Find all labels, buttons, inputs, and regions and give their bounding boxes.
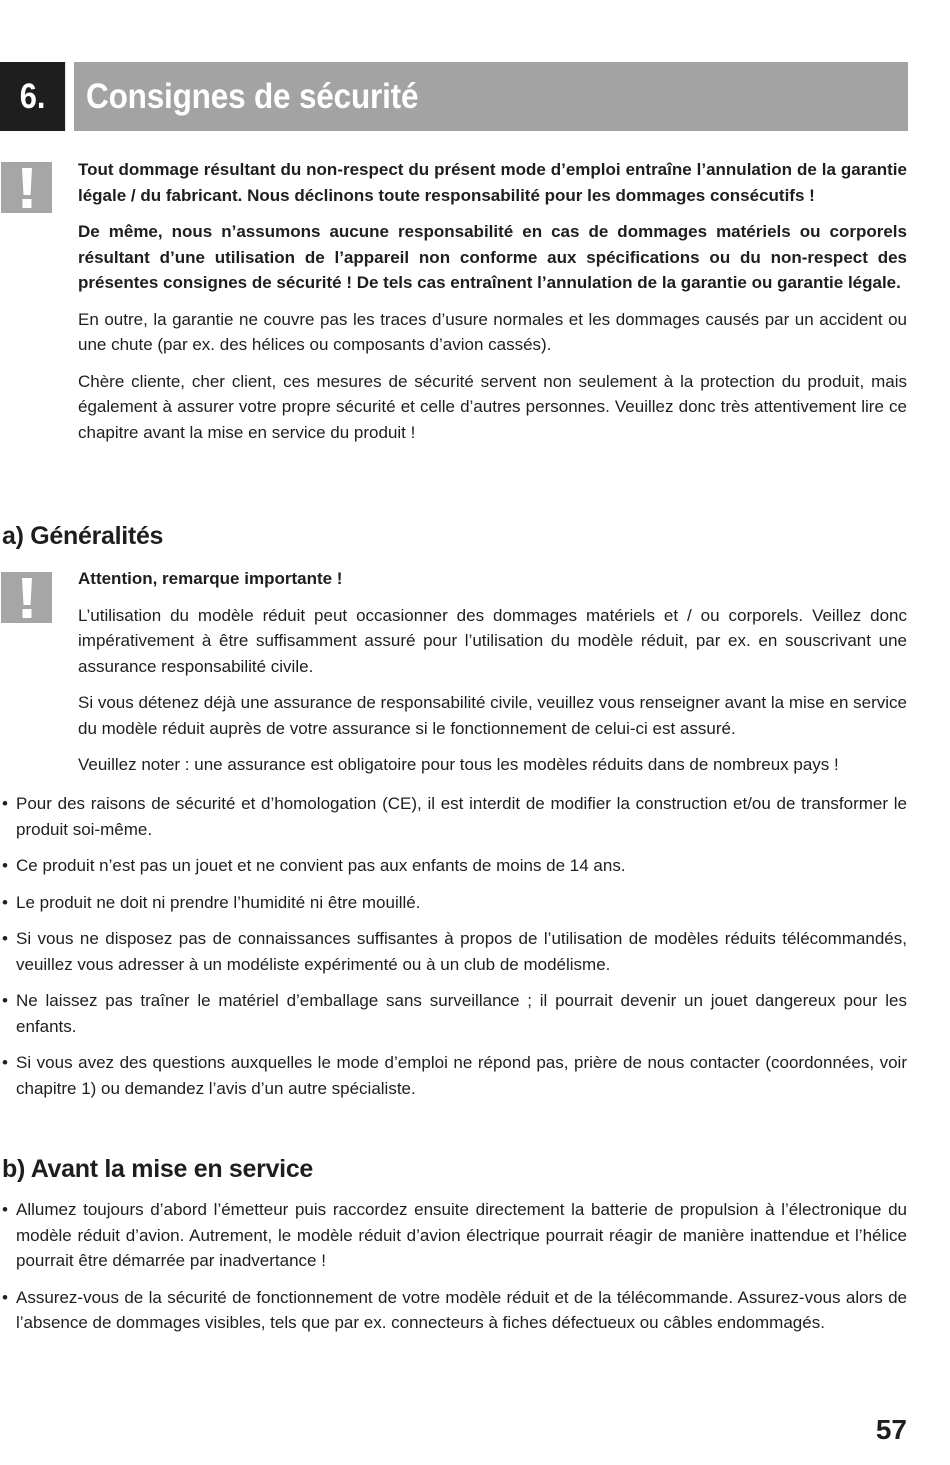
note-paragraph: Si vous détenez déjà une assurance de responsabilité civile, veuillez vous renseigner avant la mise en service du modèle réduit auprès de votre assurance si le fonctionnement de celui-ci est assuré.	[78, 693, 907, 738]
chapter-number: 6.	[0, 62, 65, 131]
intro-bold-paragraph: Tout dommage résultant du non-respect du présent mode d’emploi entraîne l’annulation de la garantie légale / du fabricant. Nous déclinons toute responsabilité pour les dommages consécutifs !	[78, 160, 907, 205]
section-b-heading: b) Avant la mise en service	[2, 1155, 314, 1183]
note-paragraph: L’utilisation du modèle réduit peut occasionner des dommages matériels et / ou corporels. Veillez donc impérativement à être suffisamment assuré pour l’utilisation du modèle réduit, par ex. en souscrivant une assurance responsabilité civile.	[78, 605, 907, 676]
list-item: • Assurez-vous de la sécurité de fonctionnement de votre modèle réduit et de la télécommande. Assurez-vous alors de l’absence de dommages visibles, tels que par ex. connecteurs à fiches défectueux ou câbles endommagés.	[2, 1285, 907, 1336]
list-item: • Le produit ne doit ni prendre l’humidité ni être mouillé.	[2, 890, 907, 916]
list-item: • Pour des raisons de sécurité et d’homologation (CE), il est interdit de modifier la construction et/ou de transformer le produit soi-même.	[2, 791, 907, 842]
list-item: • Si vous ne disposez pas de connaissances suffisantes à propos de l’utilisation de modèles réduits télécommandés, veuillez vous adresser à un modéliste expérimenté ou à un club de modélisme.	[2, 926, 907, 977]
chapter-title	[74, 62, 908, 131]
section-a-bullet-list	[2, 791, 907, 1101]
section-a-note	[78, 566, 907, 778]
section-b-bullet-list	[2, 1197, 907, 1336]
list-item: • Si vous avez des questions auxquelles le mode d’emploi ne répond pas, prière de nous contacter (coordonnées, voir chapitre 1) ou demandez l’avis d’un autre spécialiste.	[2, 1050, 907, 1101]
exclamation-icon	[20, 578, 34, 618]
intro-paragraph: Chère cliente, cher client, ces mesures de sécurité servent non seulement à la protection du produit, mais également à assurer votre propre sécurité et celle d’autres personnes. Veuillez donc très attentivement lire ce chapitre avant la mise en service du produit !	[78, 371, 907, 442]
intro-paragraph: En outre, la garantie ne couvre pas les traces d’usure normales et les dommages causés par un accident ou une chute (par ex. des hélices ou composants d’avion cassés).	[78, 309, 907, 354]
note-title: Attention, remarque importante !	[78, 569, 343, 588]
warning-exclamation-icon	[1, 572, 52, 623]
exclamation-icon	[20, 168, 34, 208]
list-item: • Ne laissez pas traîner le matériel d’emballage sans surveillance ; il pourrait devenir un jouet dangereux pour les enfants.	[2, 988, 907, 1039]
note-paragraph: Veuillez noter : une assurance est obligatoire pour tous les modèles réduits dans de nombreux pays !	[78, 755, 839, 774]
page-number: 57	[875, 1414, 907, 1445]
section-a-heading: a) Généralités	[2, 522, 164, 550]
list-item: • Ce produit n’est pas un jouet et ne convient pas aux enfants de moins de 14 ans.	[2, 853, 907, 879]
chapter-title-text: Consignes de sécurité	[86, 76, 419, 116]
chapter-header	[0, 62, 908, 131]
list-item: • Allumez toujours d’abord l’émetteur puis raccordez ensuite directement la batterie de propulsion à l’électronique du modèle réduit d’avion. Autrement, le modèle réduit d’avion électrique pourrait réagir de manière inattendue et l’hélice pourrait être démarrée par inadvertance !	[2, 1197, 907, 1274]
intro-bold-paragraph: De même, nous n’assumons aucune responsabilité en cas de dommages matériels ou corporels résultant d’une utilisation de l’appareil non conforme aux spécifications ou du non-respect des présentes consignes de sécurité ! De tels cas entraînent l’annulation de la garantie ou garantie légale.	[78, 222, 907, 292]
warning-exclamation-icon	[1, 162, 52, 213]
intro-block	[78, 157, 907, 445]
